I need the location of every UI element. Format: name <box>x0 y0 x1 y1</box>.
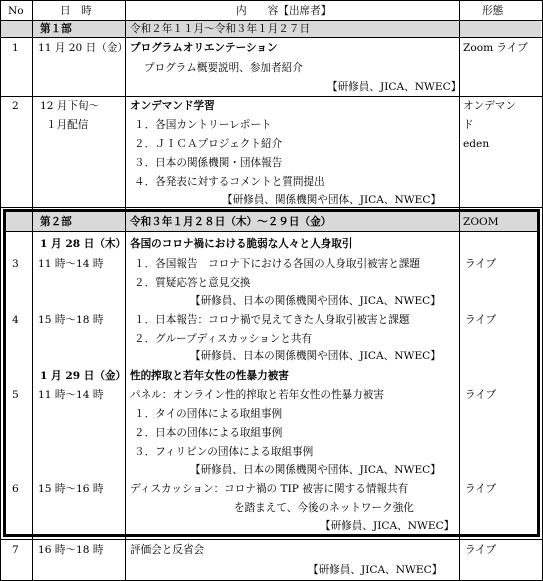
day2-date: 1 月 29 日（金） <box>40 370 127 382</box>
row2-attendees: 【研修員、関係機関や団体、JICA、NWEC】 <box>222 194 442 206</box>
row5-item-3: ２．日本の団体による取組事例 <box>134 427 283 439</box>
row6-time: 15 時～16 時 <box>38 483 104 495</box>
row6-attendees: 【研修員、JICA、NWEC】 <box>320 520 455 532</box>
part2-frame-right <box>537 209 540 537</box>
part2-format: ZOOM <box>463 216 499 228</box>
row7-format: ライブ <box>465 544 497 556</box>
row4-no: 4 <box>12 314 19 326</box>
row2-date-line1: 12 月下旬～ <box>40 100 100 112</box>
row4-attendees: 【研修員、日本の関係機関や団体、JICA、NWEC】 <box>190 350 441 362</box>
row3-format: ライブ <box>465 258 497 270</box>
row2-item-1: １．各国カントリーレポート <box>134 119 272 131</box>
row-line-header <box>0 20 543 21</box>
row1-format: Zoom ライブ <box>463 42 528 54</box>
col-divider-1 <box>32 0 33 581</box>
row2-item-4: ４．各発表に対するコメントと質問提出 <box>134 176 325 188</box>
row2-format-line1: オンデマン <box>463 100 516 112</box>
row5-no: 5 <box>12 389 19 401</box>
row2-item-2: ２．ＪＩＣＡプロジェクト紹介 <box>134 138 283 150</box>
row2-format-line2: ド <box>463 119 474 131</box>
border-left <box>0 0 1 581</box>
row-line-row7 <box>0 539 543 540</box>
row6-item-1: ディスカッション：コロナ禍の TIP 被害に関する情報共有 <box>130 483 409 495</box>
part2-label: 第２部 <box>40 216 72 228</box>
part1-period: 令和２年１１月～令和３年１月２７日 <box>130 23 311 35</box>
header-content: 内 容【出席者】 <box>236 5 332 17</box>
day2-title: 性的搾取と若年女性の性暴力被害 <box>130 370 289 382</box>
row5-format: ライブ <box>465 389 497 401</box>
row7-time: 16 時～18 時 <box>38 544 104 556</box>
row4-time: 15 時～18 時 <box>38 314 104 326</box>
row-line-part1 <box>0 37 543 38</box>
part1-label: 第１部 <box>40 23 72 35</box>
row5-time: 11 時～14 時 <box>38 389 104 401</box>
row7-title: 評価会と反省会 <box>130 544 205 556</box>
row4-item-2: ２．グループディスカッションと共有 <box>134 333 313 345</box>
row3-item-2: ２．質疑応答と意見交換 <box>134 277 251 289</box>
row1-no: 1 <box>12 42 19 54</box>
row2-no: 2 <box>12 100 19 112</box>
row6-format: ライブ <box>465 483 497 495</box>
row1-attendees: 【研修員、JICA、NWEC】 <box>327 81 462 93</box>
day1-title: 各国のコロナ禍における脆弱な人々と人身取引 <box>130 238 353 250</box>
row2-format-line3: eden <box>463 138 490 150</box>
row6-no: 6 <box>12 483 19 495</box>
row-line-part2 <box>5 231 537 232</box>
header-format: 形態 <box>482 5 504 17</box>
header-no: No <box>8 5 24 17</box>
row3-time: 11 時～14 時 <box>38 258 104 270</box>
col-divider-2 <box>125 0 126 581</box>
row1-title: プログラムオリエンテーション <box>130 42 278 54</box>
row5-item-1: パネル：オンライン性的搾取と若年女性の性暴力被害 <box>130 389 384 401</box>
row3-item-1: １．各国報告 コロナ下における各国の人身取引被害と課題 <box>134 258 421 270</box>
row1-item: プログラム概要説明、参加者紹介 <box>144 62 303 74</box>
part2-frame-left <box>3 209 6 537</box>
part2-period: 令和３年１月２８日（木）～２９日（金） <box>130 216 332 228</box>
row-line-row2 <box>0 207 543 208</box>
row4-format: ライブ <box>465 314 497 326</box>
row4-item-1: １．日本報告：コロナ禍で見えてきた人身取引被害と課題 <box>134 314 410 326</box>
row2-date-line2: １月配信 <box>46 119 89 131</box>
row5-item-4: ３．フィリピンの団体による取組事例 <box>134 446 314 458</box>
row7-no: 7 <box>12 544 19 556</box>
border-top <box>0 0 543 1</box>
row7-attendees: 【研修員、JICA、NWEC】 <box>308 564 443 576</box>
row2-title: オンデマンド学習 <box>130 100 215 112</box>
day1-date: 1 月 28 日（木） <box>40 238 127 250</box>
row3-no: 3 <box>12 258 19 270</box>
row5-item-2: １．タイの団体による取組事例 <box>134 408 283 420</box>
header-date: 日 時 <box>60 5 92 17</box>
part2-frame-top <box>3 209 540 212</box>
row6-item-2: を踏まえて、今後のネットワーク強化 <box>234 502 414 514</box>
row-line-row1 <box>0 96 543 97</box>
row5-attendees: 【研修員、日本の関係機関や団体、JICA、NWEC】 <box>190 464 441 476</box>
row1-date: 11 月 20 日（金） <box>38 42 129 54</box>
part2-frame-bottom <box>3 534 540 537</box>
row3-attendees: 【研修員、日本の関係機関や団体、JICA、NWEC】 <box>190 295 441 307</box>
row2-item-3: ３．日本の関係機関・団体報告 <box>134 157 283 169</box>
